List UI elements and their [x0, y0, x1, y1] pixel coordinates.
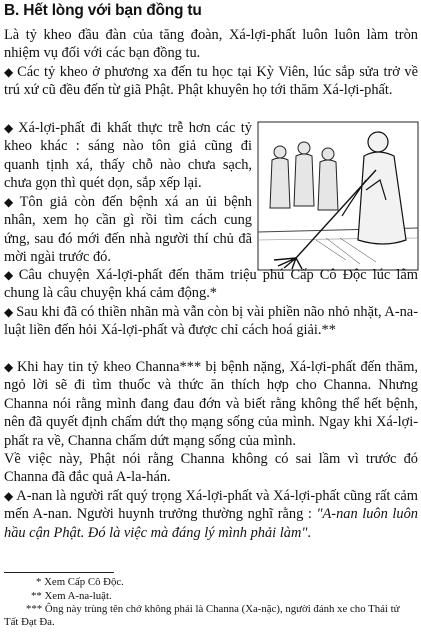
bullet-diamond-icon: ◆: [4, 268, 16, 282]
bullet-diamond-icon: ◆: [4, 360, 15, 374]
list-item-text: Các tỷ kheo ở phương xa đến tu học tại Kỳ Viên, lúc sắp sửa trở về trú xứ cũ đều đến từ giã Phật. Phật khuyên họ tới thăm Xá-lợi-phất.: [4, 64, 419, 99]
footnote-mark: *: [36, 576, 42, 588]
intro-paragraph: Là tỷ kheo đầu đàn của tăng đoàn, Xá-lợi-phất luôn luôn làm tròn nhiệm vụ đối với các bạn đồng tu.: [4, 27, 418, 62]
paragraph: Về việc này, Phật nói rằng Channa không có sai lầm vì trước đó Channa đã đắc quả A-la-hán.: [4, 451, 418, 486]
footnote: [31, 590, 112, 603]
footnote-mark: **: [31, 590, 42, 602]
bullet-diamond-icon: ◆: [4, 65, 15, 79]
list-item: [4, 358, 418, 450]
footnote: [36, 576, 124, 589]
footnote-text: Ông này trùng tên chớ không phải là Channa (Xa-nặc), người đánh xe cho Thái tử Tất Đạt Đa.: [4, 603, 400, 628]
list-item: ◆ A-nan là người rất quý trọng Xá-lợi-phất và Xá-lợi-phất cũng rất cảm mến A-nan. Người huynh trưởng thường nghĩ rằng : "A-nan luôn luôn hầu cận Phật. Đó là việc mà đáng lý mình phải làm".: [4, 488, 418, 541]
list-item-text: Tôn giả còn đến bệnh xá an ủi bệnh nhân, xem họ cần gì rồi tìm cách cung ứng, sau đó mới đến nhà người thí chủ đã mời ngài trước đó.: [4, 194, 252, 266]
monk-sweeping-illustration: [256, 120, 420, 272]
list-item-text: A-nan là người rất quý trọng Xá-lợi-phất và Xá-lợi-phất cũng rất cảm mến A-nan. Người huynh trưởng thường nghĩ rằng :: [4, 488, 418, 523]
list-item-text: Xá-lợi-phất đi khất thực trễ hơn các tỷ kheo khác : sáng nào tôn giả cũng đi quanh tịnh xá, thấy chỗ nào chưa sạch, chưa gọn thì quét dọn, sắp xếp lại.: [4, 120, 252, 192]
list-item: [4, 193, 252, 267]
list-item: [4, 266, 418, 303]
footnote-divider: [4, 572, 114, 573]
bullet-diamond-icon: ◆: [4, 121, 16, 135]
list-item: [4, 303, 418, 340]
bullet-diamond-icon: ◆: [4, 195, 17, 209]
footnote: [4, 603, 416, 629]
list-item-text: Câu chuyện Xá-lợi-phất đến thăm triệu phú Cấp Cô Độc lúc lâm chung là câu chuyện khá cảm động.*: [4, 267, 418, 302]
list-item: [4, 63, 418, 100]
list-item: [4, 119, 252, 193]
footnote-text: Xem Cấp Cô Độc.: [44, 576, 124, 588]
section-heading: B. Hết lòng với bạn đồng tu: [4, 2, 202, 19]
bullet-diamond-icon: ◆: [4, 489, 14, 503]
footnote-text: Xem A-na-luật.: [44, 590, 112, 602]
bullet-diamond-icon: ◆: [4, 305, 14, 319]
list-item-text: Sau khi đã có thiền nhãn mà vẫn còn bị vài phiền não nhỏ nhặt, A-na-luật liền đến hỏi Xá-lợi-phất và được chỉ cách hoá giải.**: [4, 304, 418, 339]
footnote-mark: ***: [26, 603, 43, 615]
list-item-text: Khi hay tin tỷ kheo Channa*** bị bệnh nặng, Xá-lợi-phất đến thăm, ngỏ lời sẽ đi tìm thuốc và thức ăn thích hợp cho Channa. Nhưng Channa nói rằng mình đang đau đớn và biết rằng không thể hết bệnh, nên đã quyết định chấm dứt thọ mạng sống của mình. Ngay khi Xá-lợi-phất ra về, Channa chấm dứt mạng sống của mình.: [4, 359, 418, 449]
quote-text: "A-nan luôn luôn hầu cận Phật. Đó là việc mà đáng lý mình phải làm": [4, 506, 418, 541]
